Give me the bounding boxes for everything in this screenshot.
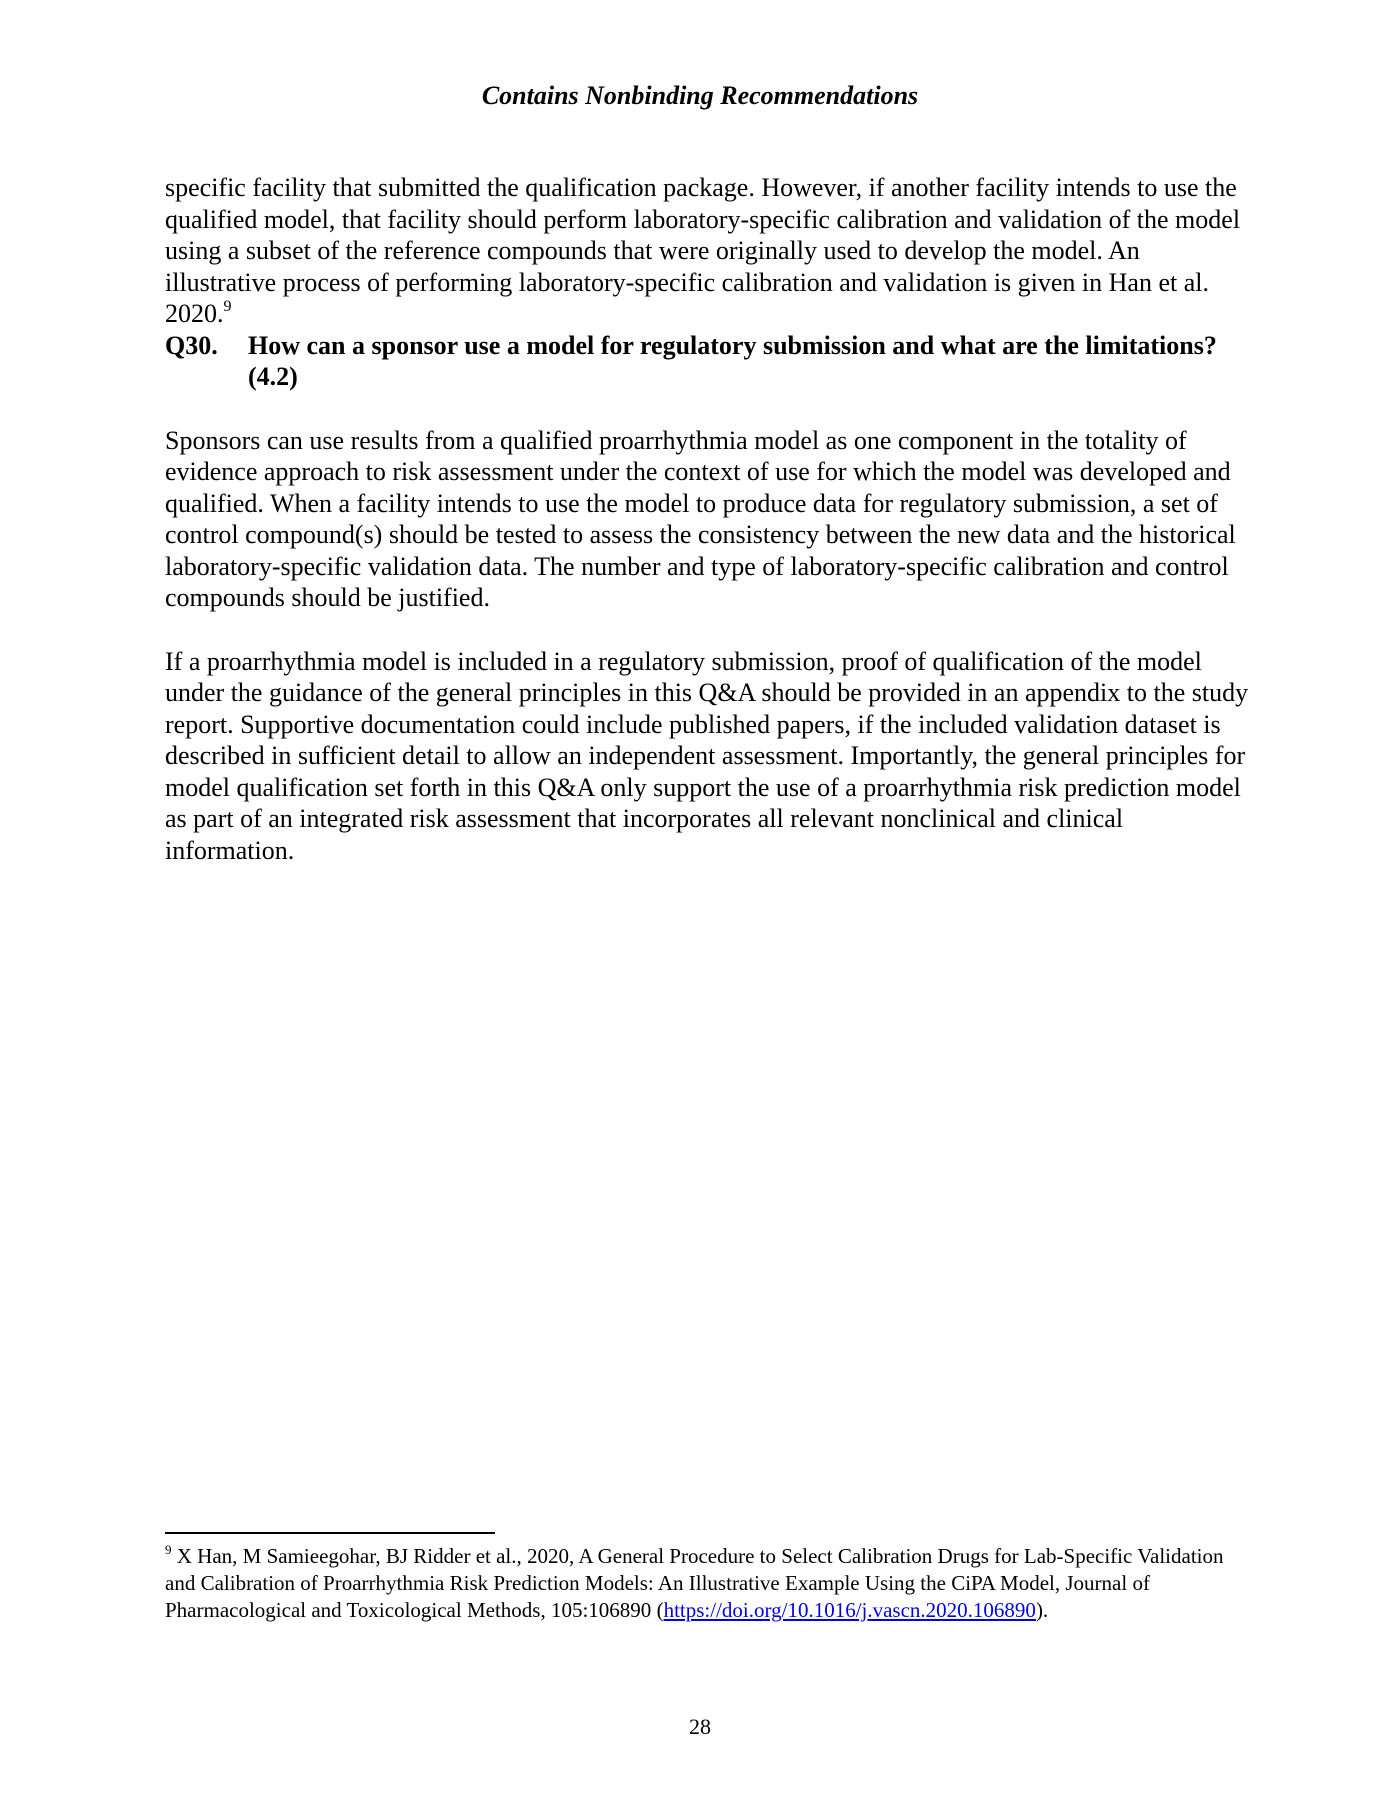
footnote-reference[interactable]: 9 (223, 298, 232, 315)
page-header: Contains Nonbinding Recommendations (481, 81, 919, 110)
question-text: How can a sponsor use a model for regulatory submission and what are the limitations? (4.2) (248, 330, 1217, 391)
question-number: Q30. (165, 330, 218, 360)
doi-link[interactable]: https://doi.org/10.1016/j.vascn.2020.106890 (663, 1598, 1036, 1622)
footnote-link-open: ( (656, 1598, 664, 1622)
document-body (165, 172, 1255, 866)
footnote (165, 1543, 1255, 1624)
footnote-separator (165, 1532, 495, 1534)
footnote-link-close: ). (1035, 1598, 1049, 1622)
paragraph-text: specific facility that submitted the qualification package. However, if another facility intends to use the qualified model, that facility should perform laboratory-specific calibration and validation of the model using a subset of the reference compounds that were originally used to develop the model. An illustrative process of performing laboratory-specific calibration and validation is given in Han et al. 2020. (165, 173, 1241, 328)
body-paragraph: If a proarrhythmia model is included in a regulatory submission, proof of qualification of the model under the guidance of the general principles in this Q&A should be provided in an appendix to the study report. Supportive documentation could include published papers, if the included validation dataset is described in sufficient detail to allow an independent assessment. Importantly, the general principles for model qualification set forth in this Q&A only support the use of a proarrhythmia risk prediction model as part of an integrated risk assessment that incorporates all relevant nonclinical and clinical information. (165, 646, 1249, 865)
page-number: 28 (689, 1714, 711, 1739)
footnote-number: 9 (165, 1542, 172, 1557)
body-paragraph: Sponsors can use results from a qualified proarrhythmia model as one component in the totality of evidence approach to risk assessment under the context of use for which the model was developed and qualified. When a facility intends to use the model to produce data for regulatory submission, a set of control compound(s) should be tested to assess the consistency between the new data and the historical laboratory-specific validation data. The number and type of laboratory-specific calibration and control compounds should be justified. (165, 425, 1236, 612)
body-paragraph (165, 172, 1255, 330)
footnote-text: X Han, M Samieegohar, BJ Ridder et al., 2020, A General Procedure to Select Calibration Drugs for Lab-Specific Validation and Calibration of Proarrhythmia Risk Prediction Models: An Illustrative Example Using the CiPA Model, Journal of Pharmacological and Toxicological Methods, 105:106890 (165, 1544, 1224, 1622)
question-heading (165, 330, 1255, 393)
